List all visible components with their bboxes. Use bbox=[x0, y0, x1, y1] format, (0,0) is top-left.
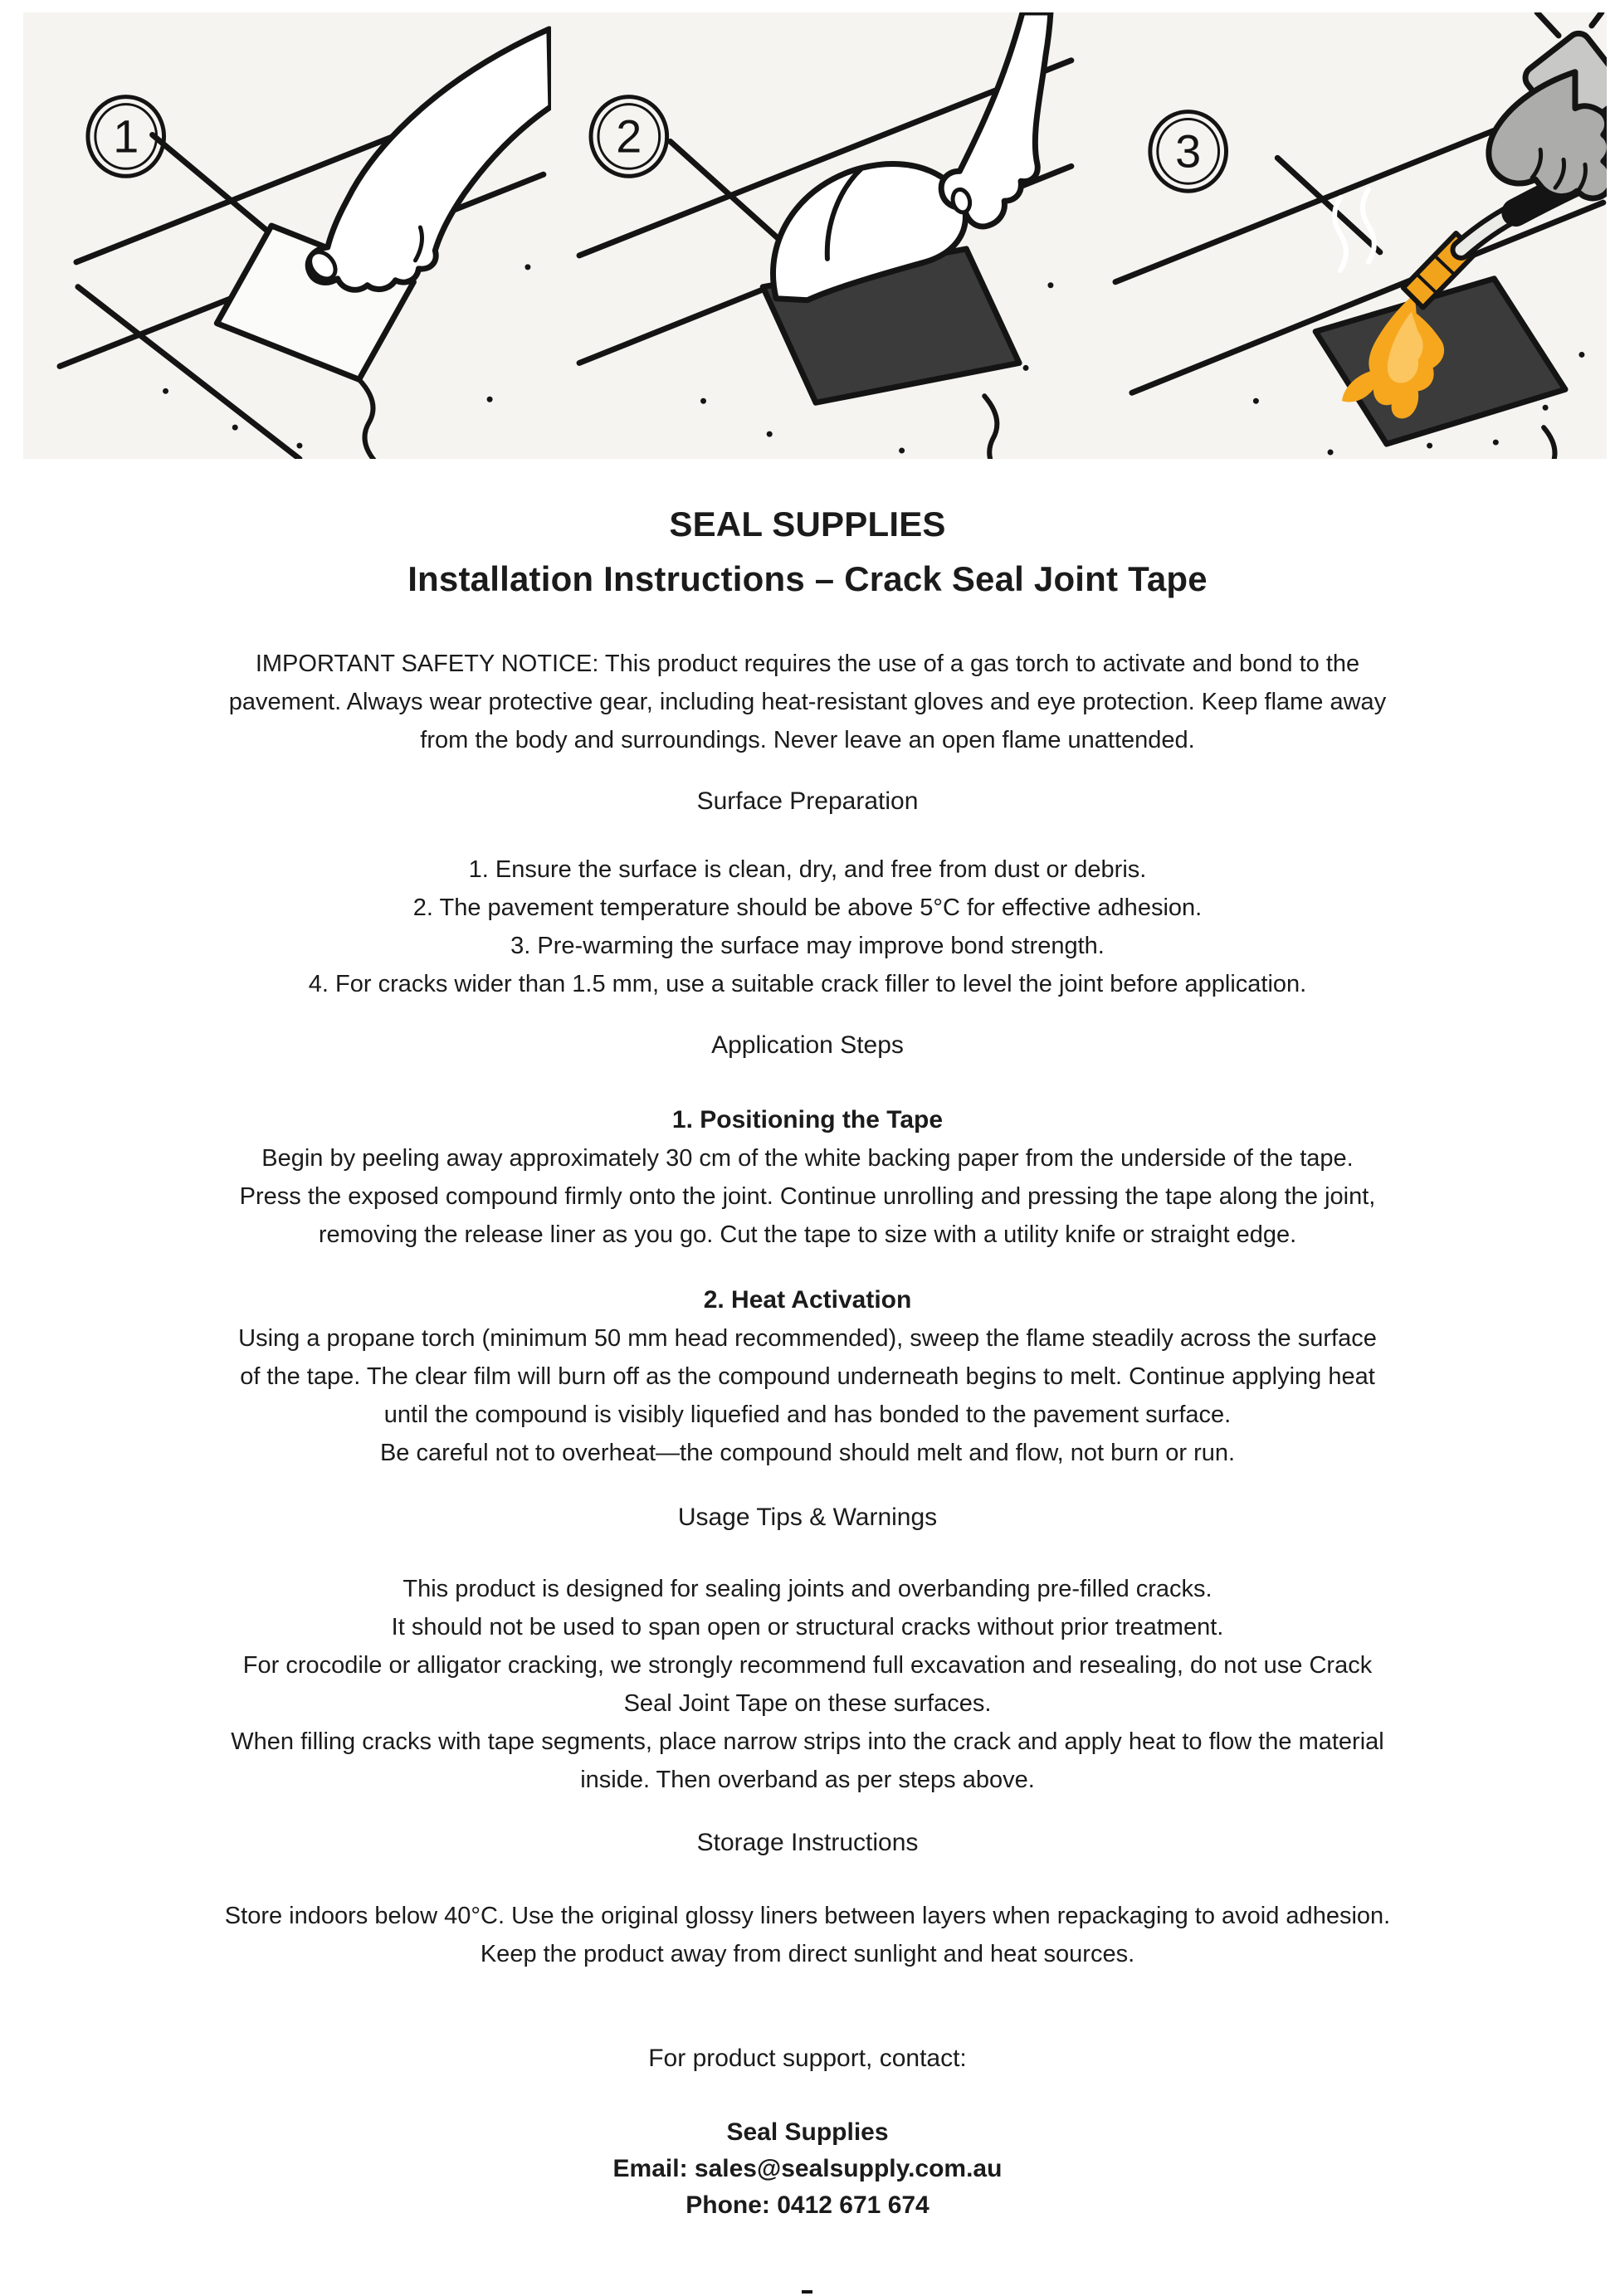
text-line: Press the exposed compound firmly onto the joint. Continue unrolling and pressing the tape along the joint, bbox=[239, 1183, 1376, 1210]
application-steps-heading: Application Steps bbox=[711, 1031, 904, 1059]
gloved-hand-icon bbox=[1489, 12, 1607, 198]
text-line: Keep the product away from direct sunlight and heat sources. bbox=[480, 1941, 1135, 1967]
text-line: Store indoors below 40°C. Use the original glossy liners between layers when repackaging to avoid adhesion. bbox=[224, 1903, 1391, 1929]
brand-title: SEAL SUPPLIES bbox=[669, 505, 946, 544]
crack-line bbox=[984, 396, 1003, 459]
text-line: This product is designed for sealing joints and overbanding pre-filled cracks. bbox=[403, 1576, 1212, 1602]
usage-tips-heading: Usage Tips & Warnings bbox=[677, 1504, 938, 1531]
storage-body bbox=[135, 1897, 1480, 1973]
step2-body bbox=[135, 1319, 1480, 1472]
text-line: Using a propane torch (minimum 50 mm head recommended), sweep the flame steadily across the surface bbox=[238, 1325, 1377, 1352]
step-1-illustration bbox=[23, 12, 551, 459]
text-line: pavement. Always wear protective gear, including heat-resistant gloves and eye protection. Keep flame away bbox=[228, 689, 1387, 715]
usage-tips-body bbox=[135, 1570, 1480, 1799]
step-number: 1 bbox=[113, 110, 139, 163]
arm-lines bbox=[1537, 12, 1602, 36]
text-line: Be careful not to overheat—the compound should melt and flow, not burn or run. bbox=[379, 1440, 1236, 1466]
storage-heading: Storage Instructions bbox=[696, 1829, 919, 1856]
list-item: 1. Ensure the surface is clean, dry, and free from dust or debris. bbox=[468, 856, 1147, 883]
surface-preparation-heading: Surface Preparation bbox=[696, 787, 919, 815]
crack-line bbox=[1544, 427, 1559, 459]
text-line: For crocodile or alligator cracking, we strongly recommend full excavation and resealing, do not use Crack bbox=[242, 1652, 1373, 1679]
step-number: 2 bbox=[616, 110, 642, 163]
step1-body bbox=[135, 1139, 1480, 1254]
text-line: from the body and surroundings. Never leave an open flame unattended. bbox=[420, 727, 1195, 753]
text-line: IMPORTANT SAFETY NOTICE: This product requires the use of a gas torch to activate and bond to the bbox=[255, 651, 1360, 677]
step2-heading: 2. Heat Activation bbox=[703, 1286, 912, 1314]
safety-notice bbox=[135, 645, 1480, 759]
step-number: 3 bbox=[1175, 124, 1202, 178]
hand-peeling-icon bbox=[941, 12, 1051, 227]
crack-line bbox=[359, 379, 386, 459]
document-header bbox=[135, 497, 1480, 607]
text-line: removing the release liner as you go. Cut the tape to size with a utility knife or straight edge. bbox=[318, 1221, 1297, 1248]
step-number-badge bbox=[1150, 112, 1227, 192]
text-line: until the compound is visibly liquefied and has bonded to the pavement surface. bbox=[383, 1401, 1232, 1428]
contact-company: Seal Supplies bbox=[726, 2118, 889, 2146]
text-line: Seal Joint Tape on these surfaces. bbox=[623, 1690, 992, 1717]
step1-heading: 1. Positioning the Tape bbox=[671, 1106, 944, 1133]
page-footer-mark bbox=[802, 2290, 812, 2294]
instruction-illustrations bbox=[23, 12, 1607, 459]
list-item: 3. Pre-warming the surface may improve bond strength. bbox=[510, 933, 1105, 959]
page-title: Installation Instructions – Crack Seal Joint Tape bbox=[407, 559, 1208, 598]
surface-preparation-list bbox=[135, 851, 1480, 1003]
list-item: 4. For cracks wider than 1.5 mm, use a suitable crack filler to level the joint before application. bbox=[308, 971, 1307, 997]
document-body bbox=[135, 497, 1480, 2224]
contact-phone: Phone: 0412 671 674 bbox=[686, 2191, 929, 2219]
contact-email: Email: sales@sealsupply.com.au bbox=[612, 2155, 1003, 2182]
text-line: It should not be used to span open or structural cracks without prior treatment. bbox=[391, 1614, 1224, 1640]
text-line: When filling cracks with tape segments, place narrow strips into the crack and apply heat to flow the material bbox=[231, 1728, 1384, 1755]
list-item: 2. The pavement temperature should be above 5°C for effective adhesion. bbox=[412, 895, 1203, 921]
text-line: Begin by peeling away approximately 30 cm of the white backing paper from the underside of the tape. bbox=[261, 1145, 1354, 1172]
text-line: of the tape. The clear film will burn off as the compound underneath begins to melt. Continue applying heat bbox=[240, 1363, 1375, 1390]
contact-intro: For product support, contact: bbox=[648, 2045, 967, 2072]
step-2-illustration bbox=[551, 12, 1079, 459]
step-number-badge bbox=[591, 97, 667, 177]
text-line: inside. Then overband as per steps above. bbox=[580, 1767, 1035, 1793]
step-3-illustration bbox=[1079, 12, 1607, 459]
